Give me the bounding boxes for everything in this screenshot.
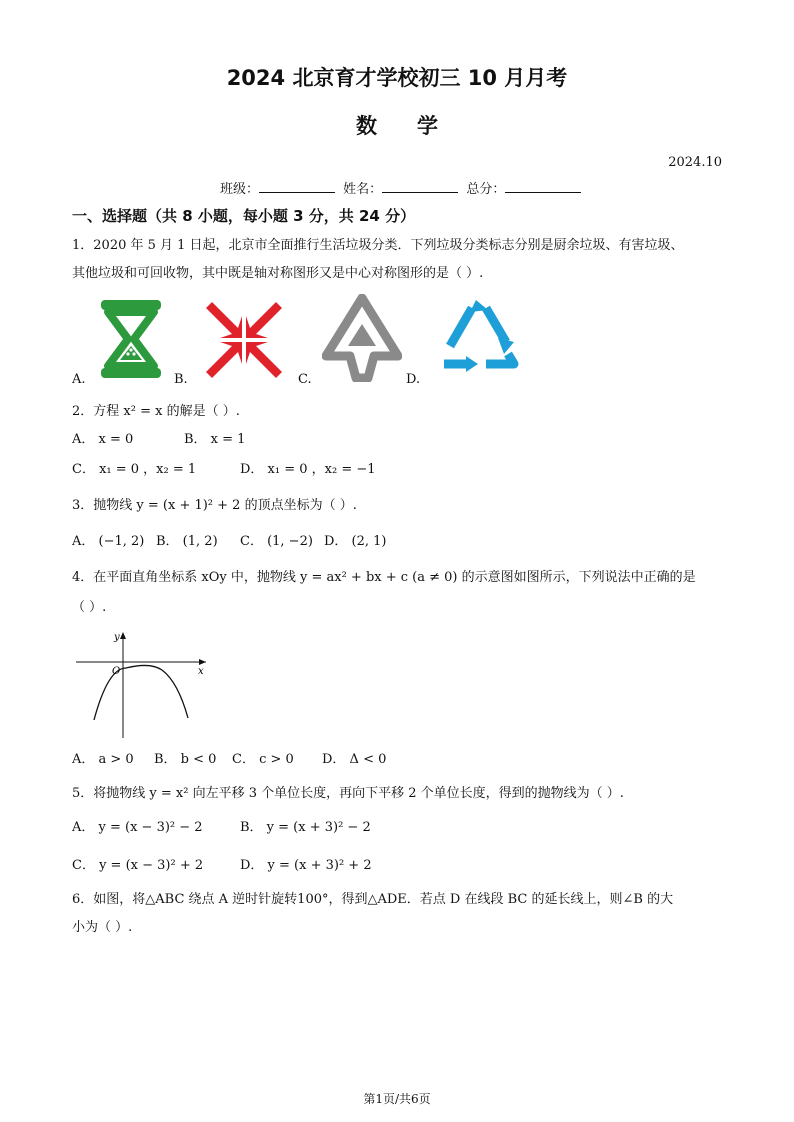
class-blank (259, 180, 335, 193)
subject-title: 数学 (356, 114, 478, 138)
q4-option-c[interactable]: C． c > 0 (232, 752, 294, 767)
q1-option-c[interactable]: C. (298, 372, 312, 387)
kitchen-waste-icon (98, 298, 164, 380)
q2-option-a[interactable]: A． x = 0 (72, 432, 134, 447)
q4-option-b[interactable]: B． b < 0 (154, 752, 217, 767)
recyclable-icon (436, 298, 522, 378)
section-heading: 一、选择题（共 8 小题，每小题 3 分，共 24 分） (72, 207, 416, 225)
score-blank (505, 180, 581, 193)
exam-title: 2024 北京育才学校初三 10 月月考 (226, 66, 568, 90)
q1-line1: 1．2020 年 5 月 1 日起，北京市全面推行生活垃圾分类．下列垃圾分类标志分别是厨余垃圾、有害垃圾、 (72, 238, 684, 253)
q2-option-d[interactable]: D． x₁ = 0 ，x₂ = −1 (240, 462, 376, 477)
q3-option-d[interactable]: D． (2, 1) (324, 534, 387, 549)
q5-option-a[interactable]: A． y = (x − 3)² − 2 (72, 820, 203, 835)
q4-option-a[interactable]: A． a > 0 (72, 752, 134, 767)
hazardous-waste-icon (202, 298, 286, 382)
q3-stem: 3．抛物线 y = (x + 1)² + 2 的顶点坐标为（ ）. (72, 498, 357, 513)
q3-option-b[interactable]: B． (1, 2) (156, 534, 218, 549)
q5-stem: 5．将抛物线 y = x² 向左平移 3 个单位长度，再向下平移 2 个单位长度，得到的抛物线为（ ）. (72, 786, 624, 801)
q5-option-d[interactable]: D． y = (x + 3)² + 2 (240, 858, 372, 873)
q1-option-d[interactable]: D. (406, 372, 421, 387)
name-label: 姓名： (343, 182, 383, 197)
q5-option-c[interactable]: C． y = (x − 3)² + 2 (72, 858, 204, 873)
q4-option-d[interactable]: D． Δ < 0 (322, 752, 387, 767)
q2-option-c[interactable]: C． x₁ = 0 ，x₂ = 1 (72, 462, 197, 477)
class-label: 班级： (220, 182, 260, 197)
other-waste-icon (322, 294, 402, 382)
q4-parabola-graph (74, 628, 214, 740)
student-info-fields (220, 178, 585, 197)
q6-line2: 小为（ ）. (72, 920, 133, 935)
y-axis-label: y (114, 632, 120, 643)
q3-option-a[interactable]: A． (−1, 2) (72, 534, 145, 549)
x-axis-label: x (198, 666, 204, 677)
q4-line2: （ ）. (72, 600, 107, 615)
q1-line2: 其他垃圾和可回收物，其中既是轴对称图形又是中心对称图形的是（ ）. (72, 266, 484, 281)
page-number: 第1页/共6页 (363, 1092, 431, 1106)
q2-stem: 2．方程 x² = x 的解是（ ）. (72, 404, 240, 419)
q1-option-a[interactable]: A. (72, 372, 86, 387)
q2-option-b[interactable]: B． x = 1 (184, 432, 246, 447)
q5-option-b[interactable]: B． y = (x + 3)² − 2 (240, 820, 371, 835)
score-label: 总分： (466, 182, 506, 197)
origin-label: O (112, 666, 121, 677)
q6-line1: 6．如图，将△ABC 绕点 A 逆时针旋转100°，得到△ADE．若点 D 在线段 BC 的延长线上，则∠B 的大 (72, 892, 674, 907)
q1-option-b[interactable]: B. (174, 372, 188, 387)
name-blank (382, 180, 458, 193)
q3-option-c[interactable]: C． (1, −2) (240, 534, 313, 549)
exam-date: 2024.10 (668, 155, 722, 170)
q4-line1: 4．在平面直角坐标系 xOy 中，抛物线 y = ax² + bx + c (a ≠ 0) 的示意图如图所示，下列说法中正确的是 (72, 570, 696, 585)
